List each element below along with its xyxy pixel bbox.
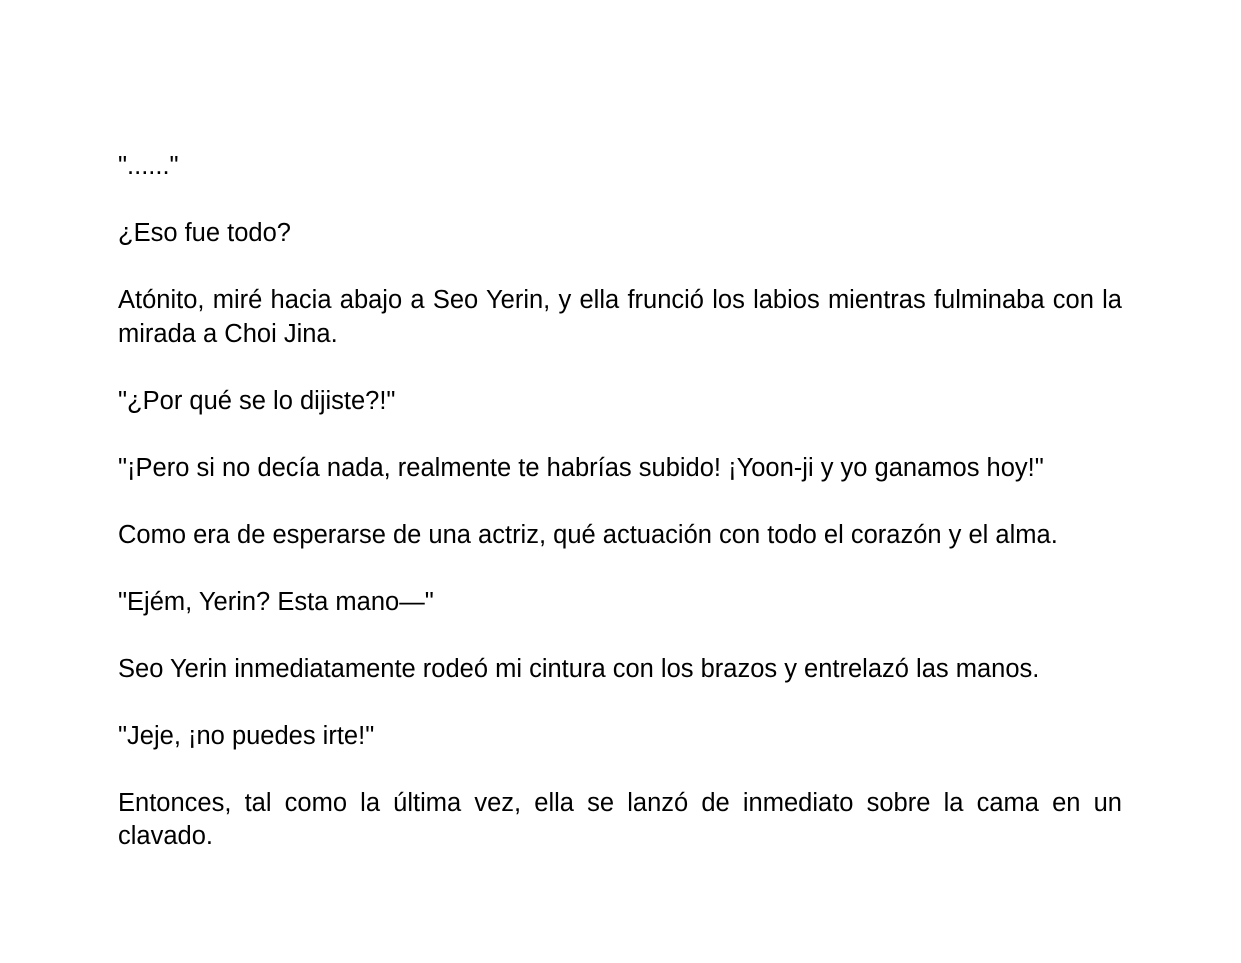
paragraph-4: "¿Por qué se lo dijiste?!" — [118, 386, 396, 415]
paragraph-6: Como era de esperarse de una actriz, qué actuación con todo el corazón y el alma. — [118, 520, 1058, 549]
paragraph-1: "......" — [118, 152, 179, 180]
paragraph-9: "Jeje, ¡no puedes irte!" — [118, 721, 375, 750]
paragraph-10: Entonces, tal como la última vez, ella se lanzó de inmediato sobre la cama en un clavado. — [118, 788, 1122, 850]
document-body — [118, 150, 1122, 887]
paragraph-7: "Ejém, Yerin? Esta mano—" — [118, 587, 434, 616]
paragraph-5: "¡Pero si no decía nada, realmente te habrías subido! ¡Yoon-ji y yo ganamos hoy!" — [118, 453, 1044, 482]
paragraph-8: Seo Yerin inmediatamente rodeó mi cintura con los brazos y entrelazó las manos. — [118, 654, 1040, 683]
paragraph-2: ¿Eso fue todo? — [118, 219, 291, 247]
paragraph-3: Atónito, miré hacia abajo a Seo Yerin, y ella frunció los labios mientras fulminaba con la mirada a Choi Jina. — [118, 286, 1122, 348]
